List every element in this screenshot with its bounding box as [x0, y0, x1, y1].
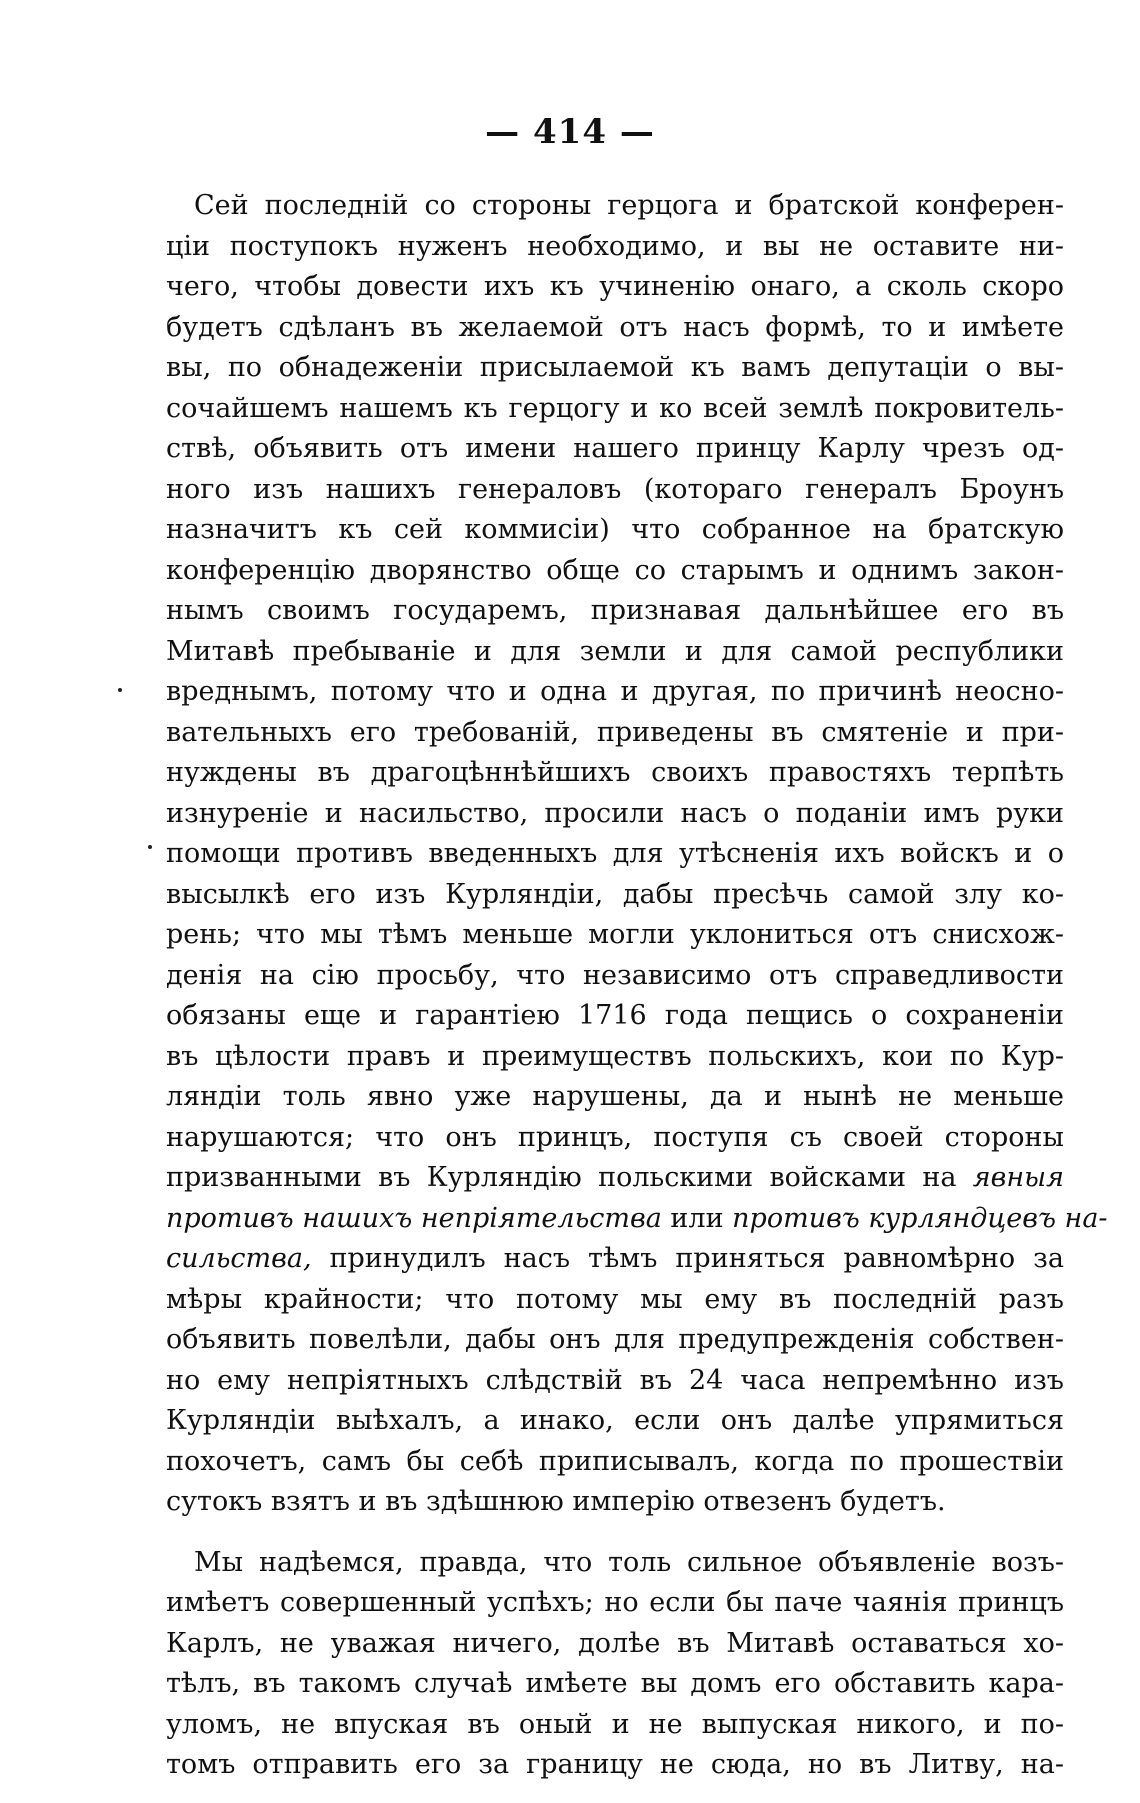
text-line: имѣетъ совершенный успѣхъ; но если бы паче чаянія принцъ [166, 1587, 1064, 1618]
body-text [166, 186, 1108, 1786]
italic-segment: явныя [972, 1162, 1064, 1193]
text-line: рень; что мы тѣмъ меньше могли уклониться отъ снисхож- [166, 919, 1064, 950]
text-line: Сей последній со стороны герцога и братской конферен- [194, 190, 1064, 221]
text-line: денія на сію просьбу, что независимо отъ справедливости [166, 959, 1064, 991]
text-segment: или [670, 1202, 724, 1234]
text-line: назначитъ къ сей коммисіи) что собранное на братскую [166, 514, 1064, 545]
text-line-mixed [166, 1199, 1108, 1240]
text-line: нымъ своимъ государемъ, признавая дальнѣйшее его въ [166, 595, 1064, 626]
text-segment: призванными въ Курляндію польскими войсками на [166, 1162, 957, 1193]
text-line: ціи поступокъ нуженъ необходимо, и вы не оставите ни- [166, 230, 1064, 262]
text-line: уломъ, не впуская въ оный и не выпуская никого, и по- [166, 1708, 1064, 1740]
text-line: мѣры крайности; что потому мы ему въ последній разъ [166, 1283, 1064, 1315]
text-line: вательныхъ его требованій, приведены въ смятеніе и при- [166, 716, 1064, 748]
text-line: тѣлъ, въ такомъ случаѣ имѣете вы домъ его обставить кара- [166, 1668, 1064, 1699]
text-line: будетъ сдѣланъ въ желаемой отъ насъ формѣ, то и имѣете [166, 311, 1064, 343]
paragraph-gap [166, 1523, 1064, 1543]
text-line: Мы надѣемся, правда, что толь сильное объявленіе возъ- [194, 1546, 1064, 1578]
text-line: сутокъ взятъ и въ здѣшнюю имперію отвезенъ будетъ. [166, 1486, 946, 1517]
text-line: Карлъ, не уважая ничего, долѣе въ Митавѣ оставаться хо- [166, 1627, 1064, 1659]
text-line: объявить повелѣли, дабы онъ для предупрежденія собствен- [166, 1324, 1064, 1355]
text-line: вы, по обнадеженіи присылаемой къ вамъ депутаціи о вы- [166, 352, 1064, 383]
text-line: чего, чтобы довести ихъ къ учиненію онаго, а сколь скоро [166, 271, 1064, 302]
text-line: Курляндіи выѣхалъ, а инако, если онъ далѣе упрямиться [166, 1405, 1064, 1436]
text-line: но ему непріятныхъ слѣдствій въ 24 часа непремѣнно изъ [166, 1364, 1064, 1396]
text-line: въ цѣлости правъ и преимуществъ польскихъ, кои по Кур- [166, 1040, 1064, 1072]
text-line: высылкѣ его изъ Курляндіи, дабы пресѣчь самой злу ко- [166, 878, 1064, 910]
text-line: сочайшемъ нашемъ къ герцогу и ко всей землѣ покровитель- [166, 392, 1064, 424]
text-line: похочетъ, самъ бы себѣ приписывалъ, когда по прошествіи [166, 1445, 1064, 1477]
text-line: нуждены въ драгоцѣннѣйшихъ своихъ правостяхъ терпѣть [166, 757, 1064, 788]
text-line: нарушаются; что онъ принцъ, поступя съ своей стороны [166, 1121, 1064, 1153]
print-speck [118, 688, 122, 692]
text-line: Митавѣ пребываніе и для земли и для самой республики [166, 635, 1064, 667]
text-line: ствѣ, объявить отъ имени нашего принцу Карлу чрезъ од- [166, 433, 1064, 464]
text-line: конференцію дворянство обще со старымъ и однимъ закон- [166, 554, 1064, 586]
print-speck [148, 845, 152, 849]
paragraph-2 [166, 1543, 1064, 1786]
text-line: изнуреніе и насильство, просили насъ о поданіи имъ руки [166, 797, 1064, 829]
paragraph-1 [166, 186, 1108, 1523]
text-line: вреднымъ, потому что и одна и другая, по причинѣ неосно- [166, 676, 1064, 707]
text-line-mixed [166, 1158, 1064, 1199]
italic-segment: сильства, [166, 1243, 312, 1274]
italic-segment: противъ курляндцевъ на- [732, 1202, 1108, 1234]
text-line: обязаны еще и гарантіею 1716 года пещись о сохраненіи [166, 1000, 1064, 1031]
page-number: — 414 — [485, 112, 655, 152]
text-line: помощи противъ введенныхъ для утѣсненія ихъ войскъ и о [166, 838, 1064, 869]
text-line-mixed [166, 1239, 1064, 1280]
text-line: ного изъ нашихъ генераловъ (котораго генералъ Броунъ [166, 473, 1064, 505]
text-segment: принудилъ насъ тѣмъ приняться равномѣрно за [329, 1243, 1064, 1274]
text-line: томъ отправить его за границу не сюда, но въ Литву, на- [166, 1749, 1064, 1780]
italic-segment: противъ нашихъ непріятельства [166, 1202, 662, 1234]
text-line: ляндіи толь явно уже нарушены, да и нынѣ не меньше [166, 1081, 1064, 1112]
